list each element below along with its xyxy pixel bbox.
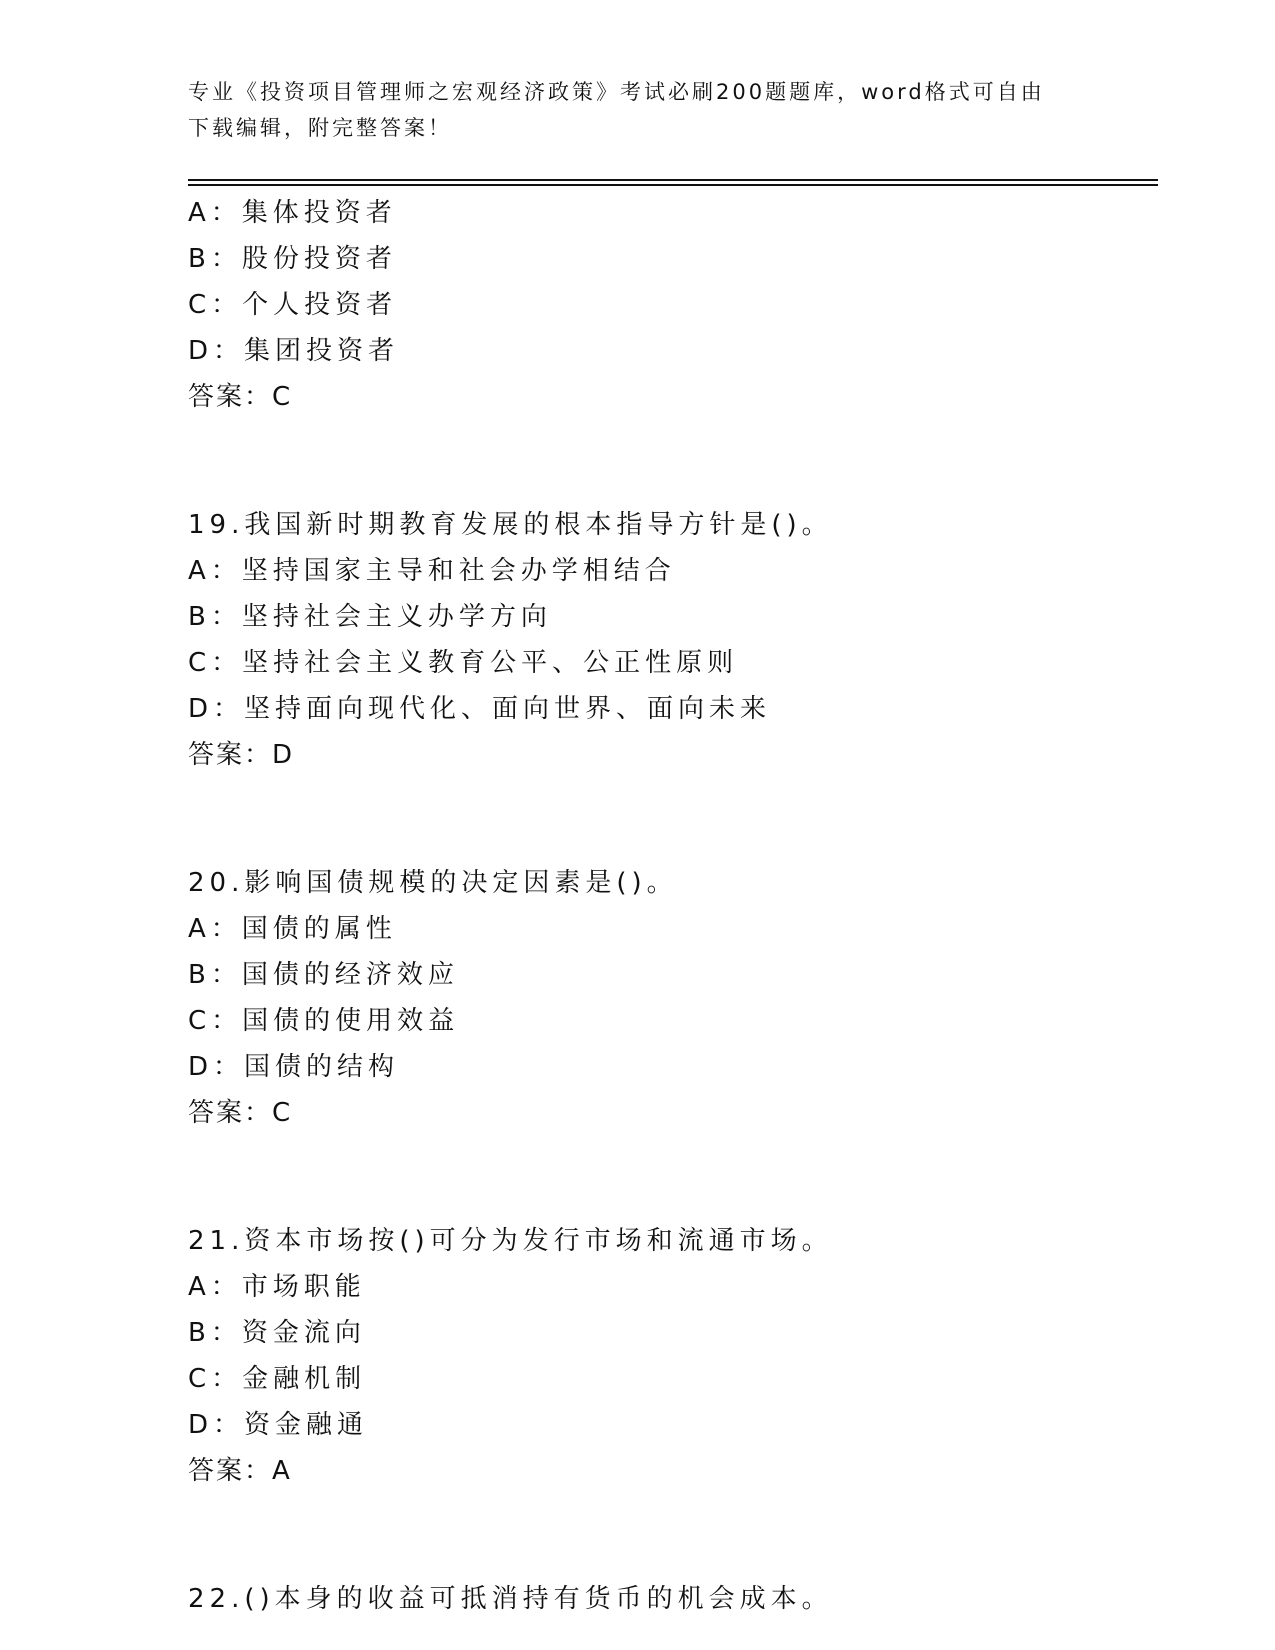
option-c: C：坚持社会主义教育公平、公正性原则 (188, 648, 739, 678)
option-c: C：国债的使用效益 (188, 1006, 460, 1036)
answer: 答案：D (188, 740, 295, 770)
option-b: B：股份投资者 (188, 244, 397, 274)
question-block (188, 860, 1148, 1136)
question-block (188, 1218, 1148, 1494)
header-line-1: 专业《投资项目管理师之宏观经济政策》考试必刷200题题库，word格式可自由 (188, 80, 1045, 104)
question-block (188, 190, 1148, 420)
question-block (188, 502, 1148, 778)
option-a: A：坚持国家主导和社会办学相结合 (188, 556, 676, 586)
header-line-2: 下载编辑，附完整答案！ (188, 116, 452, 140)
option-c: C：个人投资者 (188, 290, 398, 320)
option-a: A：集体投资者 (188, 198, 397, 228)
option-d: D：集团投资者 (188, 336, 400, 366)
header-divider-top (188, 179, 1158, 181)
option-b: B：坚持社会主义办学方向 (188, 602, 552, 632)
question-text: 20.影响国债规模的决定因素是()。 (188, 868, 678, 898)
answer: 答案：C (188, 382, 293, 412)
option-a: A：国债的属性 (188, 914, 397, 944)
header-divider-bottom (188, 184, 1158, 186)
option-a: A：市场职能 (188, 1272, 366, 1302)
document-header (188, 74, 1088, 146)
question-block (188, 1576, 1148, 1622)
question-text: 21.资本市场按()可分为发行市场和流通市场。 (188, 1226, 833, 1256)
question-text: 19.我国新时期教育发展的根本指导方针是()。 (188, 510, 833, 540)
option-b: B：国债的经济效应 (188, 960, 459, 990)
option-b: B：资金流向 (188, 1318, 366, 1348)
option-c: C：金融机制 (188, 1364, 367, 1394)
answer: 答案：A (188, 1456, 292, 1486)
option-d: D：国债的结构 (188, 1052, 400, 1082)
question-text: 22.()本身的收益可抵消持有货币的机会成本。 (188, 1584, 833, 1614)
option-d: D：坚持面向现代化、面向世界、面向未来 (188, 694, 772, 724)
option-d: D：资金融通 (188, 1410, 369, 1440)
answer: 答案：C (188, 1098, 293, 1128)
question-list (188, 190, 1148, 1622)
